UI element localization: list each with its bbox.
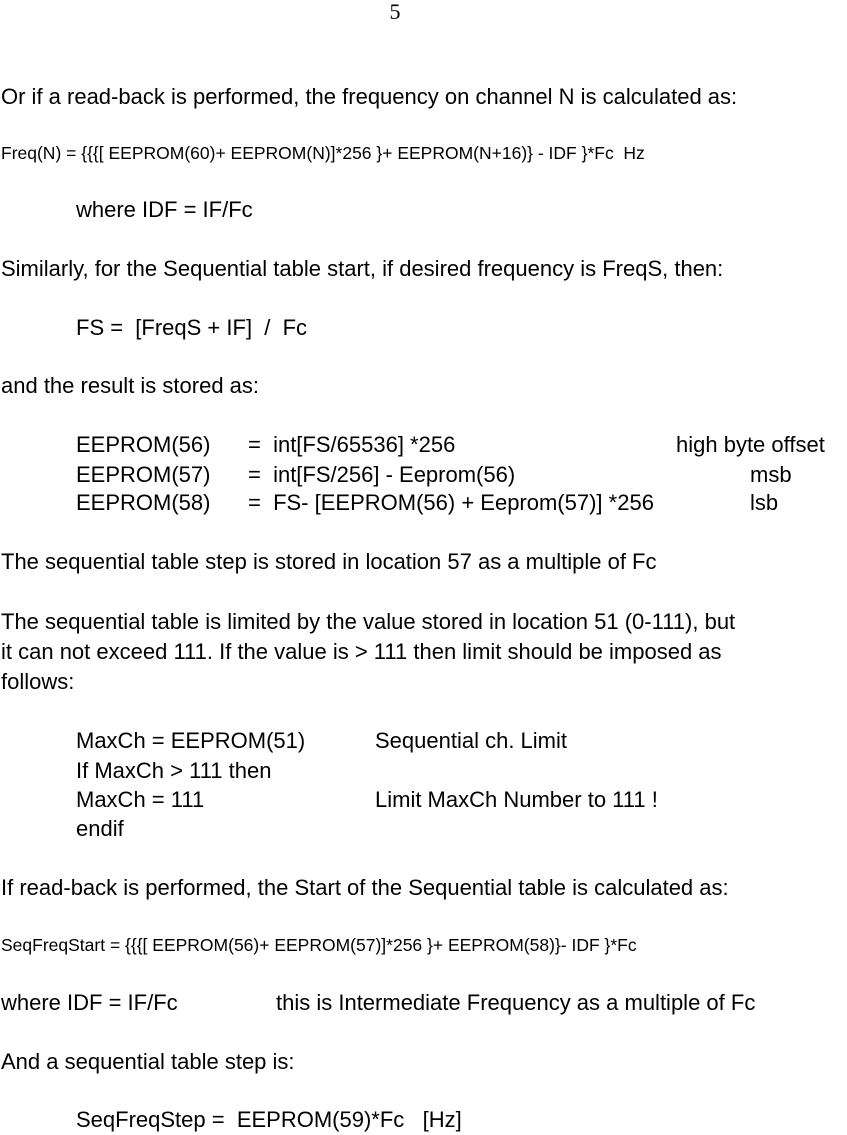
code-text: MaxCh = EEPROM(51) xyxy=(76,728,306,753)
formula-seq-freq-start: SeqFreqStart = {{{[ EEPROM(56)+ EEPROM(57)]*256 }+ EEPROM(58)}- IDF }*Fc xyxy=(1,935,637,955)
formula-freq-n: Freq(N) = {{{[ EEPROM(60)+ EEPROM(N)]*256 }+ EEPROM(N+16)} - IDF }*Fc Hz xyxy=(1,143,645,163)
formula-fs: FS = [FreqS + IF] / Fc xyxy=(76,315,308,340)
where-idf-1: where IDF = IF/Fc xyxy=(76,197,253,222)
paragraph-line: The sequential table is limited by the value stored in location 51 (0-111), but xyxy=(1,609,736,634)
paragraph-step-intro: And a sequential table step is: xyxy=(1,1049,295,1074)
where-idf-text: where IDF = IF/Fc xyxy=(1,990,178,1015)
page-number: 5 xyxy=(389,0,401,24)
storage-name: EEPROM(57) xyxy=(76,462,211,487)
storage-name: EEPROM(58) xyxy=(76,490,211,515)
paragraph-readback-intro: Or if a read-back is performed, the frequency on channel N is calculated as: xyxy=(1,84,738,109)
code-text: If MaxCh > 111 then xyxy=(76,758,272,783)
paragraph-stored-as: and the result is stored as: xyxy=(1,373,260,398)
storage-expr: = int[FS/65536] *256 xyxy=(248,432,456,457)
paragraph-step-location: The sequential table step is stored in location 57 as a multiple of Fc xyxy=(1,549,657,574)
paragraph-line: it can not exceed 111. If the value is > 111 then limit should be imposed as xyxy=(1,639,722,664)
storage-note: lsb xyxy=(750,490,779,515)
storage-expr: = FS- [EEPROM(56) + Eeprom(57)] *256 xyxy=(248,490,654,515)
code-comment: Sequential ch. Limit xyxy=(375,728,567,753)
where-idf-explanation: this is Intermediate Frequency as a multiple of Fc xyxy=(276,990,756,1015)
storage-note: high byte offset xyxy=(676,432,825,457)
paragraph-line: follows: xyxy=(1,669,75,694)
paragraph-readback-start: If read-back is performed, the Start of the Sequential table is calculated as: xyxy=(1,875,729,900)
code-comment: Limit MaxCh Number to 111 ! xyxy=(375,787,658,812)
code-text: MaxCh = 111 xyxy=(76,787,205,812)
storage-expr: = int[FS/256] - Eeprom(56) xyxy=(248,462,516,487)
formula-seq-freq-step: SeqFreqStep = EEPROM(59)*Fc [Hz] xyxy=(76,1107,462,1132)
code-text: endif xyxy=(76,816,124,841)
paragraph-sequential-start: Similarly, for the Sequential table start, if desired frequency is FreqS, then: xyxy=(1,256,724,281)
storage-name: EEPROM(56) xyxy=(76,432,211,457)
storage-note: msb xyxy=(750,462,792,487)
